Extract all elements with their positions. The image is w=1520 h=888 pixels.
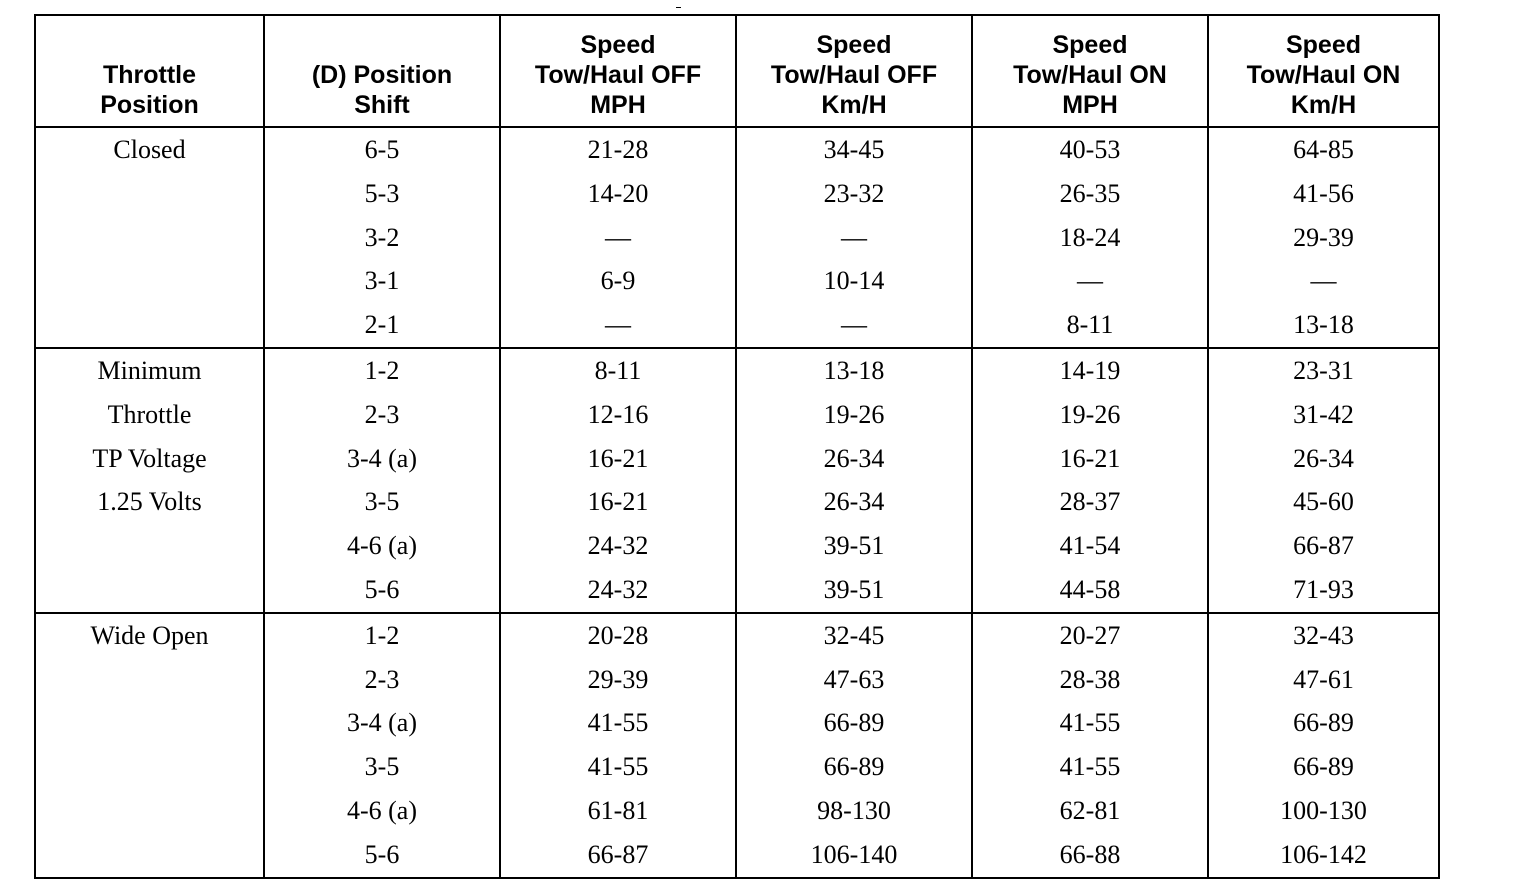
table-cell-value: 10-14: [823, 266, 885, 296]
throttle-position-label: Minimum: [97, 355, 202, 385]
table-cell-value: —: [1077, 266, 1103, 296]
table-cell-value: —: [1310, 266, 1337, 296]
table-cell-value: —: [841, 222, 867, 252]
table-cell-value: 6-9: [600, 266, 636, 296]
table-cell-value: 39-51: [823, 574, 885, 604]
table-cell-value: 18-24: [1059, 222, 1121, 252]
table-cell-value: 66-89: [1293, 708, 1354, 738]
table-cell-value: 66-88: [1059, 839, 1121, 869]
table-cell-value: 41-54: [1059, 531, 1121, 561]
table-cell-value: 6-5: [364, 135, 400, 164]
table-cell-value: 64-85: [1293, 135, 1354, 164]
table-cell-value: 29-39: [587, 664, 649, 694]
table-cell-value: 1-2: [364, 355, 400, 385]
table-cell-value: 24-32: [587, 574, 649, 604]
table-cell-value: 66-87: [1293, 531, 1354, 561]
table-cell-value: 66-89: [823, 752, 885, 782]
table-cell-value: 13-18: [1293, 310, 1354, 340]
table-cell-value: 2-3: [364, 664, 400, 694]
table-cell-value: 26-34: [823, 487, 885, 517]
header-line: Speed: [1285, 31, 1362, 59]
table-row: [35, 127, 1439, 348]
table-cell-value: 3-4 (a): [346, 443, 417, 473]
table-cell-value: 62-81: [1059, 795, 1121, 825]
table-cell-value: 71-93: [1293, 574, 1354, 604]
table-cell-value: 14-20: [587, 178, 649, 208]
table-cell-value: 12-16: [587, 399, 649, 429]
towhaul-on-kmh-cell: [1208, 127, 1439, 348]
header-line: Throttle: [102, 61, 197, 89]
header-line: Speed: [580, 31, 656, 59]
shift-speed-table: [34, 14, 1440, 879]
table-cell-value: 61-81: [587, 795, 649, 825]
header-row: [35, 15, 1439, 127]
table-cell-value: 40-53: [1059, 135, 1121, 164]
table-cell-value: 20-28: [587, 620, 649, 650]
header-line: MPH: [1062, 91, 1118, 119]
table-cell-value: 8-11: [1066, 310, 1114, 340]
throttle-position-label: Throttle: [107, 399, 192, 429]
table-cell-value: 3-4 (a): [346, 708, 417, 738]
table-cell-value: 2-1: [364, 310, 400, 340]
table-cell-value: 16-21: [587, 487, 649, 517]
towhaul-off-kmh-cell: [736, 613, 972, 878]
table-cell-value: —: [841, 310, 867, 340]
table-cell-value: 41-55: [1059, 752, 1121, 782]
table-cell-value: 3-1: [364, 266, 400, 296]
towhaul-on-mph-cell: [972, 348, 1208, 613]
table-cell-value: 41-55: [587, 752, 649, 782]
table-cell-value: 26-34: [823, 443, 885, 473]
table-cell-value: 23-32: [823, 178, 885, 208]
table-row: [35, 348, 1439, 613]
table-cell-value: 21-28: [587, 135, 649, 164]
table-cell-value: 26-35: [1059, 178, 1121, 208]
header-line: Tow/Haul OFF: [534, 61, 702, 89]
table-cell-value: 1-2: [364, 620, 400, 650]
header-speed-towhaul-on-mph: [972, 15, 1208, 127]
table-cell-value: 98-130: [817, 795, 891, 825]
table-cell-value: 47-61: [1293, 664, 1354, 694]
table-cell-value: 100-130: [1280, 795, 1367, 825]
table-cell-value: 41-55: [587, 708, 649, 738]
towhaul-off-mph-cell: [500, 348, 736, 613]
header-line: Tow/Haul ON: [1013, 61, 1167, 89]
table-cell-value: 5-3: [364, 178, 400, 208]
header-line: Position: [100, 91, 199, 119]
towhaul-off-mph-cell: [500, 613, 736, 878]
towhaul-on-kmh-cell: [1208, 613, 1439, 878]
throttle-position-label: TP Voltage: [92, 443, 207, 473]
table-cell-value: 26-34: [1293, 443, 1354, 473]
scan-mark: [676, 7, 681, 8]
header-line: Km/H: [1290, 91, 1357, 119]
towhaul-on-mph-cell: [972, 127, 1208, 348]
table-cell-value: 44-58: [1059, 574, 1121, 604]
table-cell-value: 2-3: [364, 399, 400, 429]
table-cell-value: 106-142: [1280, 839, 1367, 869]
group-minimum-throttle: [35, 348, 1439, 613]
table-cell-value: 24-32: [587, 531, 649, 561]
header-speed-towhaul-off-kmh: [736, 15, 972, 127]
table-cell-value: 19-26: [1059, 399, 1121, 429]
table-cell-value: 41-55: [1059, 708, 1121, 738]
table-header: [35, 15, 1439, 127]
group-wide-open: [35, 613, 1439, 878]
towhaul-off-kmh-cell: [736, 127, 972, 348]
table-cell-value: 34-45: [823, 135, 885, 164]
table-cell-value: 23-31: [1293, 355, 1354, 385]
header-throttle-position: [35, 15, 264, 127]
header-line: Shift: [354, 91, 410, 119]
table-cell-value: 32-45: [823, 620, 885, 650]
table-cell-value: 4-6 (a): [346, 531, 417, 561]
table-cell-value: 66-89: [823, 708, 885, 738]
table-cell-value: 3-5: [364, 487, 400, 517]
table-cell-value: 28-37: [1059, 487, 1121, 517]
table-cell-value: 106-140: [810, 839, 898, 869]
table-cell-value: 39-51: [823, 531, 885, 561]
table-cell-value: 3-5: [364, 752, 400, 782]
table-cell-value: 66-89: [1293, 752, 1354, 782]
table-cell-value: —: [605, 222, 631, 252]
table-cell-value: 19-26: [823, 399, 885, 429]
throttle-position-label: 1.25 Volts: [97, 487, 202, 517]
table-cell-value: 5-6: [364, 574, 400, 604]
header-line: Tow/Haul ON: [1246, 61, 1401, 89]
throttle-position-label: Closed: [113, 135, 186, 164]
towhaul-off-kmh-cell: [736, 348, 972, 613]
throttle-position-cell: [35, 613, 264, 878]
header-speed-towhaul-on-kmh: [1208, 15, 1439, 127]
table-cell-value: 4-6 (a): [346, 795, 417, 825]
table-cell-value: 41-56: [1293, 178, 1354, 208]
group-closed: [35, 127, 1439, 348]
shift-cell: [264, 613, 500, 878]
table-cell-value: 20-27: [1059, 620, 1121, 650]
table-cell-value: 28-38: [1059, 664, 1121, 694]
header-line: Km/H: [821, 91, 887, 119]
header-line: MPH: [590, 91, 646, 119]
table-cell-value: 3-2: [364, 222, 400, 252]
header-line: Tow/Haul OFF: [770, 61, 938, 89]
header-line: Speed: [1052, 31, 1128, 59]
towhaul-off-mph-cell: [500, 127, 736, 348]
header-d-position-shift: [264, 15, 500, 127]
table-cell-value: 16-21: [1059, 443, 1121, 473]
table-cell-value: 16-21: [587, 443, 649, 473]
table-cell-value: 13-18: [823, 355, 885, 385]
table-cell-value: 14-19: [1059, 355, 1121, 385]
table-cell-value: 31-42: [1293, 399, 1354, 429]
table-cell-value: 8-11: [594, 355, 642, 385]
table-cell-value: 5-6: [364, 839, 400, 869]
table-cell-value: 66-87: [587, 839, 649, 869]
header-line: (D) Position: [311, 61, 453, 89]
table-cell-value: 47-63: [823, 664, 885, 694]
header-line: Speed: [816, 31, 892, 59]
throttle-position-label: Wide Open: [90, 620, 209, 650]
throttle-position-cell: [35, 348, 264, 613]
header-speed-towhaul-off-mph: [500, 15, 736, 127]
shift-speed-table-container: [34, 14, 1438, 879]
throttle-position-cell: [35, 127, 264, 348]
shift-cell: [264, 127, 500, 348]
table-cell-value: 32-43: [1293, 620, 1354, 650]
table-cell-value: 29-39: [1293, 222, 1354, 252]
towhaul-on-mph-cell: [972, 613, 1208, 878]
towhaul-on-kmh-cell: [1208, 348, 1439, 613]
shift-cell: [264, 348, 500, 613]
table-row: [35, 613, 1439, 878]
table-cell-value: —: [605, 310, 631, 340]
table-cell-value: 45-60: [1293, 487, 1354, 517]
